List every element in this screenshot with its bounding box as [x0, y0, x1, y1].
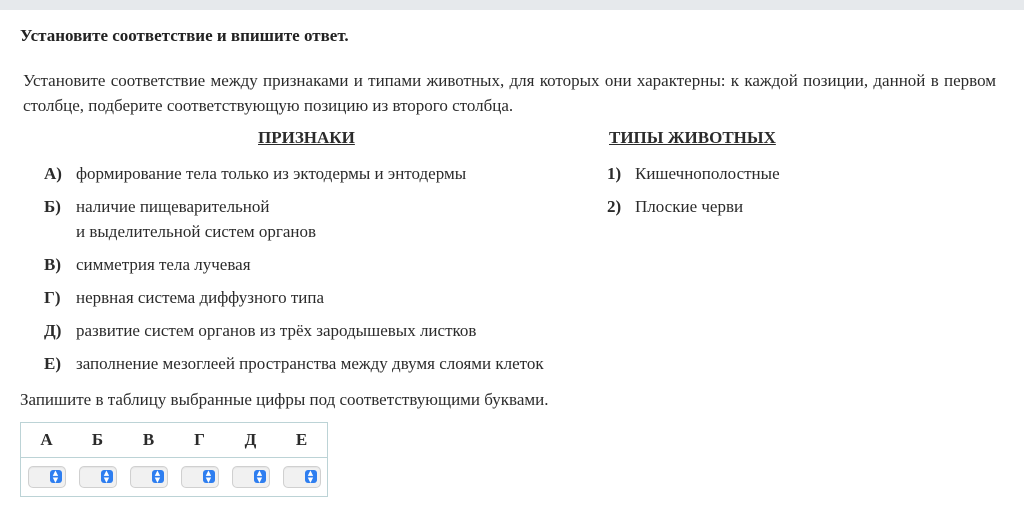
type-key: 2) — [607, 197, 622, 216]
type-text: Плоские черви — [635, 197, 744, 216]
answer-select-row — [21, 458, 328, 497]
answer-select-b[interactable] — [79, 466, 117, 488]
answer-instructions: Запишите в таблицу выбранные цифры под соответствующими буквами. — [20, 390, 549, 409]
select-chevron-icon: ▲ ▼ — [152, 470, 164, 483]
task-instructions: Установите соответствие между признаками и типами животных, для которых они характерны: к каждой позиции, данной в первом столбце, подберите соответствующую позицию из второго столбца. — [23, 71, 996, 115]
answer-header-v: В — [123, 423, 174, 458]
type-key: 1) — [607, 164, 622, 183]
task-heading: Установите соответствие и впишите ответ. — [20, 26, 349, 45]
features-column-title: ПРИЗНАКИ — [258, 128, 355, 147]
answer-header-e: Е — [276, 423, 328, 458]
feature-text-line2: и выделительной систем органов — [76, 222, 317, 241]
answer-table — [20, 422, 328, 497]
answer-header-a: А — [21, 423, 73, 458]
feature-text-line1: наличие пищеварительной — [76, 197, 270, 216]
feature-key: Б) — [44, 197, 61, 216]
type-text: Кишечнополостные — [635, 164, 780, 183]
answer-header-g: Г — [174, 423, 225, 458]
feature-text: развитие систем органов из трёх зародышевых листков — [76, 321, 477, 340]
answer-select-a[interactable] — [28, 466, 66, 488]
feature-key: Г) — [44, 288, 61, 307]
answer-header-b: Б — [72, 423, 123, 458]
types-column-title: ТИПЫ ЖИВОТНЫХ — [609, 128, 776, 147]
feature-key: Д) — [44, 321, 62, 340]
feature-key: Е) — [44, 354, 61, 373]
top-bar — [0, 0, 1024, 10]
select-chevron-icon: ▲ ▼ — [254, 470, 266, 483]
select-chevron-icon: ▲ ▼ — [50, 470, 62, 483]
feature-text: нервная система диффузного типа — [76, 288, 325, 307]
answer-select-e[interactable] — [283, 466, 321, 488]
feature-text: заполнение мезоглеей пространства между двумя слоями клеток — [76, 354, 544, 373]
answer-select-g[interactable] — [181, 466, 219, 488]
answer-select-d[interactable] — [232, 466, 270, 488]
select-chevron-icon: ▲ ▼ — [305, 470, 317, 483]
select-chevron-icon: ▲ ▼ — [203, 470, 215, 483]
feature-text: формирование тела только из эктодермы и энтодермы — [76, 164, 467, 183]
answer-header-d: Д — [225, 423, 276, 458]
answer-header-row — [21, 423, 328, 458]
feature-key: А) — [44, 164, 62, 183]
feature-key: В) — [44, 255, 61, 274]
select-chevron-icon: ▲ ▼ — [101, 470, 113, 483]
feature-text: симметрия тела лучевая — [76, 255, 251, 274]
answer-select-v[interactable] — [130, 466, 168, 488]
